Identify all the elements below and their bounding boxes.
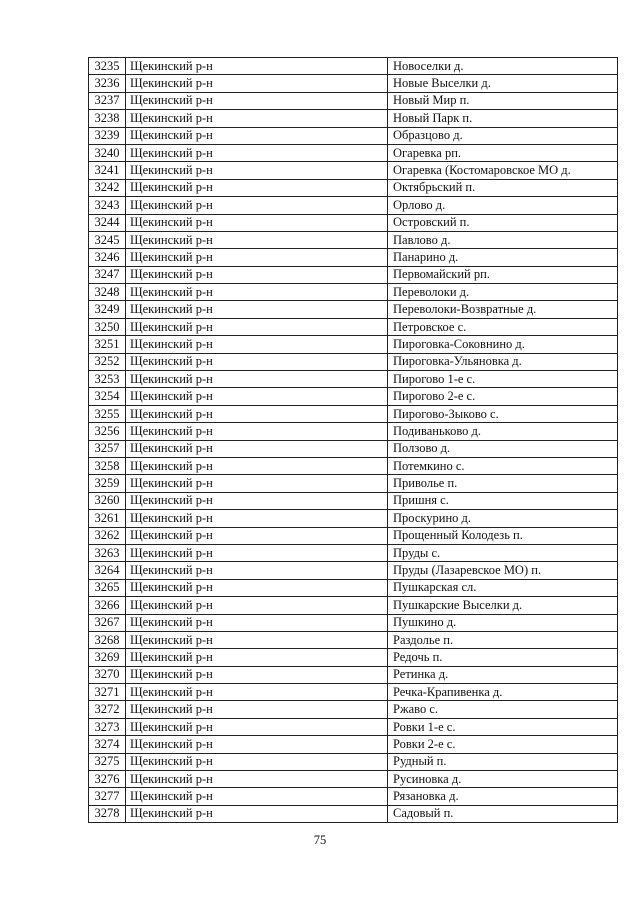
locality-cell: Новый Парк п.	[388, 110, 618, 127]
locality-cell: Павлово д.	[388, 231, 618, 248]
locality-cell: Пруды (Лазаревское МО) п.	[388, 562, 618, 579]
district-cell: Щекинский р-н	[126, 249, 388, 266]
locality-cell: Петровское с.	[388, 318, 618, 335]
table-row	[89, 805, 618, 822]
table-row	[89, 753, 618, 770]
row-number: 3273	[89, 718, 126, 735]
district-cell: Щекинский р-н	[126, 701, 388, 718]
row-number: 3264	[89, 562, 126, 579]
table-row	[89, 58, 618, 75]
district-cell: Щекинский р-н	[126, 162, 388, 179]
row-number: 3278	[89, 805, 126, 822]
district-cell: Щекинский р-н	[126, 423, 388, 440]
table-row	[89, 336, 618, 353]
locality-cell: Редочь п.	[388, 649, 618, 666]
district-cell: Щекинский р-н	[126, 597, 388, 614]
table-row	[89, 388, 618, 405]
locality-cell: Пушкарская сл.	[388, 579, 618, 596]
row-number: 3259	[89, 475, 126, 492]
locality-cell: Потемкино с.	[388, 457, 618, 474]
row-number: 3271	[89, 684, 126, 701]
locality-cell: Ретинка д.	[388, 666, 618, 683]
row-number: 3269	[89, 649, 126, 666]
district-cell: Щекинский р-н	[126, 753, 388, 770]
locality-cell: Октябрьский п.	[388, 179, 618, 196]
row-number: 3266	[89, 597, 126, 614]
locality-cell: Новый Мир п.	[388, 92, 618, 109]
table-row	[89, 718, 618, 735]
row-number: 3263	[89, 544, 126, 561]
district-cell: Щекинский р-н	[126, 318, 388, 335]
district-cell: Щекинский р-н	[126, 510, 388, 527]
row-number: 3277	[89, 788, 126, 805]
locality-table-body	[89, 58, 618, 823]
table-row	[89, 162, 618, 179]
locality-cell: Раздолье п.	[388, 631, 618, 648]
table-row	[89, 353, 618, 370]
locality-cell: Новоселки д.	[388, 58, 618, 75]
row-number: 3250	[89, 318, 126, 335]
locality-cell: Русиновка д.	[388, 771, 618, 788]
district-cell: Щекинский р-н	[126, 614, 388, 631]
table-row	[89, 631, 618, 648]
locality-cell: Ржаво с.	[388, 701, 618, 718]
locality-cell: Приволье п.	[388, 475, 618, 492]
table-row	[89, 614, 618, 631]
table-row	[89, 771, 618, 788]
table-row	[89, 249, 618, 266]
row-number: 3238	[89, 110, 126, 127]
row-number: 3246	[89, 249, 126, 266]
district-cell: Щекинский р-н	[126, 492, 388, 509]
table-row	[89, 301, 618, 318]
district-cell: Щекинский р-н	[126, 544, 388, 561]
row-number: 3270	[89, 666, 126, 683]
locality-cell: Пушкарские Выселки д.	[388, 597, 618, 614]
table-row	[89, 562, 618, 579]
district-cell: Щекинский р-н	[126, 127, 388, 144]
district-cell: Щекинский р-н	[126, 718, 388, 735]
row-number: 3267	[89, 614, 126, 631]
locality-cell: Рязановка д.	[388, 788, 618, 805]
district-cell: Щекинский р-н	[126, 301, 388, 318]
district-cell: Щекинский р-н	[126, 788, 388, 805]
locality-cell: Пушкино д.	[388, 614, 618, 631]
table-row	[89, 266, 618, 283]
locality-cell: Островский п.	[388, 214, 618, 231]
locality-cell: Пруды с.	[388, 544, 618, 561]
locality-cell: Образцово д.	[388, 127, 618, 144]
locality-cell: Рудный п.	[388, 753, 618, 770]
district-cell: Щекинский р-н	[126, 144, 388, 161]
row-number: 3257	[89, 440, 126, 457]
district-cell: Щекинский р-н	[126, 58, 388, 75]
row-number: 3275	[89, 753, 126, 770]
row-number: 3254	[89, 388, 126, 405]
district-cell: Щекинский р-н	[126, 266, 388, 283]
row-number: 3261	[89, 510, 126, 527]
locality-cell: Панарино д.	[388, 249, 618, 266]
table-row	[89, 231, 618, 248]
locality-cell: Ровки 2-е с.	[388, 736, 618, 753]
district-cell: Щекинский р-н	[126, 666, 388, 683]
row-number: 3247	[89, 266, 126, 283]
table-row	[89, 492, 618, 509]
table-row	[89, 179, 618, 196]
district-cell: Щекинский р-н	[126, 388, 388, 405]
district-cell: Щекинский р-н	[126, 371, 388, 388]
table-row	[89, 92, 618, 109]
table-row	[89, 510, 618, 527]
locality-cell: Пироговка-Соковнино д.	[388, 336, 618, 353]
district-cell: Щекинский р-н	[126, 353, 388, 370]
table-row	[89, 666, 618, 683]
row-number: 3265	[89, 579, 126, 596]
row-number: 3251	[89, 336, 126, 353]
district-cell: Щекинский р-н	[126, 214, 388, 231]
district-cell: Щекинский р-н	[126, 440, 388, 457]
district-cell: Щекинский р-н	[126, 631, 388, 648]
row-number: 3244	[89, 214, 126, 231]
locality-cell: Садовый п.	[388, 805, 618, 822]
district-cell: Щекинский р-н	[126, 284, 388, 301]
table-row	[89, 579, 618, 596]
row-number: 3248	[89, 284, 126, 301]
district-cell: Щекинский р-н	[126, 75, 388, 92]
locality-table	[88, 57, 618, 823]
row-number: 3253	[89, 371, 126, 388]
row-number: 3262	[89, 527, 126, 544]
locality-cell: Пирогово 2-е с.	[388, 388, 618, 405]
row-number: 3252	[89, 353, 126, 370]
table-row	[89, 527, 618, 544]
table-row	[89, 144, 618, 161]
district-cell: Щекинский р-н	[126, 110, 388, 127]
locality-cell: Огаревка рп.	[388, 144, 618, 161]
district-cell: Щекинский р-н	[126, 736, 388, 753]
district-cell: Щекинский р-н	[126, 197, 388, 214]
table-row	[89, 110, 618, 127]
district-cell: Щекинский р-н	[126, 805, 388, 822]
table-row	[89, 684, 618, 701]
row-number: 3258	[89, 457, 126, 474]
table-row	[89, 127, 618, 144]
row-number: 3268	[89, 631, 126, 648]
district-cell: Щекинский р-н	[126, 527, 388, 544]
row-number: 3255	[89, 405, 126, 422]
locality-cell: Переволоки д.	[388, 284, 618, 301]
district-cell: Щекинский р-н	[126, 562, 388, 579]
district-cell: Щекинский р-н	[126, 771, 388, 788]
row-number: 3239	[89, 127, 126, 144]
locality-cell: Ровки 1-е с.	[388, 718, 618, 735]
district-cell: Щекинский р-н	[126, 405, 388, 422]
district-cell: Щекинский р-н	[126, 92, 388, 109]
locality-cell: Орлово д.	[388, 197, 618, 214]
row-number: 3237	[89, 92, 126, 109]
locality-cell: Первомайский рп.	[388, 266, 618, 283]
table-row	[89, 597, 618, 614]
district-cell: Щекинский р-н	[126, 579, 388, 596]
table-row	[89, 214, 618, 231]
row-number: 3272	[89, 701, 126, 718]
row-number: 3240	[89, 144, 126, 161]
locality-cell: Переволоки-Возвратные д.	[388, 301, 618, 318]
row-number: 3249	[89, 301, 126, 318]
locality-cell: Пришня с.	[388, 492, 618, 509]
table-row	[89, 318, 618, 335]
locality-cell: Новые Выселки д.	[388, 75, 618, 92]
locality-cell: Пирогово 1-е с.	[388, 371, 618, 388]
table-row	[89, 475, 618, 492]
table-row	[89, 75, 618, 92]
row-number: 3276	[89, 771, 126, 788]
district-cell: Щекинский р-н	[126, 179, 388, 196]
district-cell: Щекинский р-н	[126, 336, 388, 353]
district-cell: Щекинский р-н	[126, 475, 388, 492]
table-row	[89, 423, 618, 440]
locality-cell: Подиваньково д.	[388, 423, 618, 440]
row-number: 3236	[89, 75, 126, 92]
district-cell: Щекинский р-н	[126, 231, 388, 248]
district-cell: Щекинский р-н	[126, 684, 388, 701]
district-cell: Щекинский р-н	[126, 649, 388, 666]
locality-cell: Огаревка (Костомаровское МО д.	[388, 162, 618, 179]
row-number: 3274	[89, 736, 126, 753]
table-row	[89, 440, 618, 457]
row-number: 3243	[89, 197, 126, 214]
district-cell: Щекинский р-н	[126, 457, 388, 474]
table-row	[89, 788, 618, 805]
locality-cell: Прощенный Колодезь п.	[388, 527, 618, 544]
row-number: 3241	[89, 162, 126, 179]
locality-cell: Пирогово-Зыково с.	[388, 405, 618, 422]
page-number: 75	[313, 833, 327, 847]
table-row	[89, 405, 618, 422]
table-row	[89, 284, 618, 301]
table-row	[89, 457, 618, 474]
table-row	[89, 371, 618, 388]
table-row	[89, 649, 618, 666]
table-row	[89, 544, 618, 561]
table-row	[89, 701, 618, 718]
row-number: 3245	[89, 231, 126, 248]
locality-cell: Речка-Крапивенка д.	[388, 684, 618, 701]
row-number: 3235	[89, 58, 126, 75]
row-number: 3242	[89, 179, 126, 196]
row-number: 3256	[89, 423, 126, 440]
locality-cell: Пироговка-Ульяновка д.	[388, 353, 618, 370]
table-row	[89, 736, 618, 753]
row-number: 3260	[89, 492, 126, 509]
locality-cell: Проскурино д.	[388, 510, 618, 527]
table-row	[89, 197, 618, 214]
locality-cell: Ползово д.	[388, 440, 618, 457]
